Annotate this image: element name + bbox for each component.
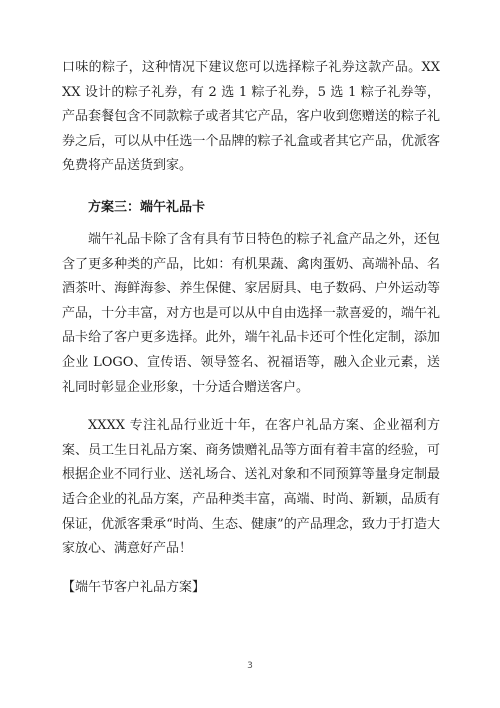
document-body <box>62 56 440 600</box>
paragraph-gift-card: 端午礼品卡除了含有具有节日特色的粽子礼盒产品之外，还包含了更多种类的产品，比如：有机果蔬、禽肉蛋奶、高端补品、名酒茶叶、海鲜海参、养生保健、家居厨具、电子数码、户外运动等产品，十分丰富，对方也是可以从中自由选择一款喜爱的，端午礼品卡给了客户更多选择。此外，端午礼品卡还可个性化定制，添加企业 LOGO、宣传语、领导签名、祝福语等，融入企业元素，送礼同时彰显企业形象，十分适合赠送客户。 <box>62 231 440 395</box>
paragraph-company-intro: XXXX 专注礼品行业近十年，在客户礼品方案、企业福利方案、员工生日礼品方案、商务馈赠礼品等方面有着丰富的经验，可根据企业不同行业、送礼场合、送礼对象和不同预算等量身定制最适合企业的礼品方案，产品种类丰富，高端、时尚、新颖，品质有保证，优派客秉承“时尚、生态、健康”的产品理念，致力于打造大家放心、满意好产品！ <box>62 418 440 557</box>
paragraph-intro: 口味的粽子，这种情况下建议您可以选择粽子礼券这款产品。XXXX 设计的粽子礼券，有 2 选 1 粽子礼券，5 选 1 粽子礼券等，产品套餐包含不同款粽子或者其它产品，客户收到您赠送的粽子礼券之后，可以从中任选一个品牌的粽子礼盒或者其它产品，优派客免费将产品送货到家。 <box>62 60 440 174</box>
page-number: 3 <box>247 661 253 671</box>
heading-plan-three: 方案三：端午礼品卡 <box>88 199 206 215</box>
section-title: 【端午节客户礼品方案】 <box>62 579 206 595</box>
